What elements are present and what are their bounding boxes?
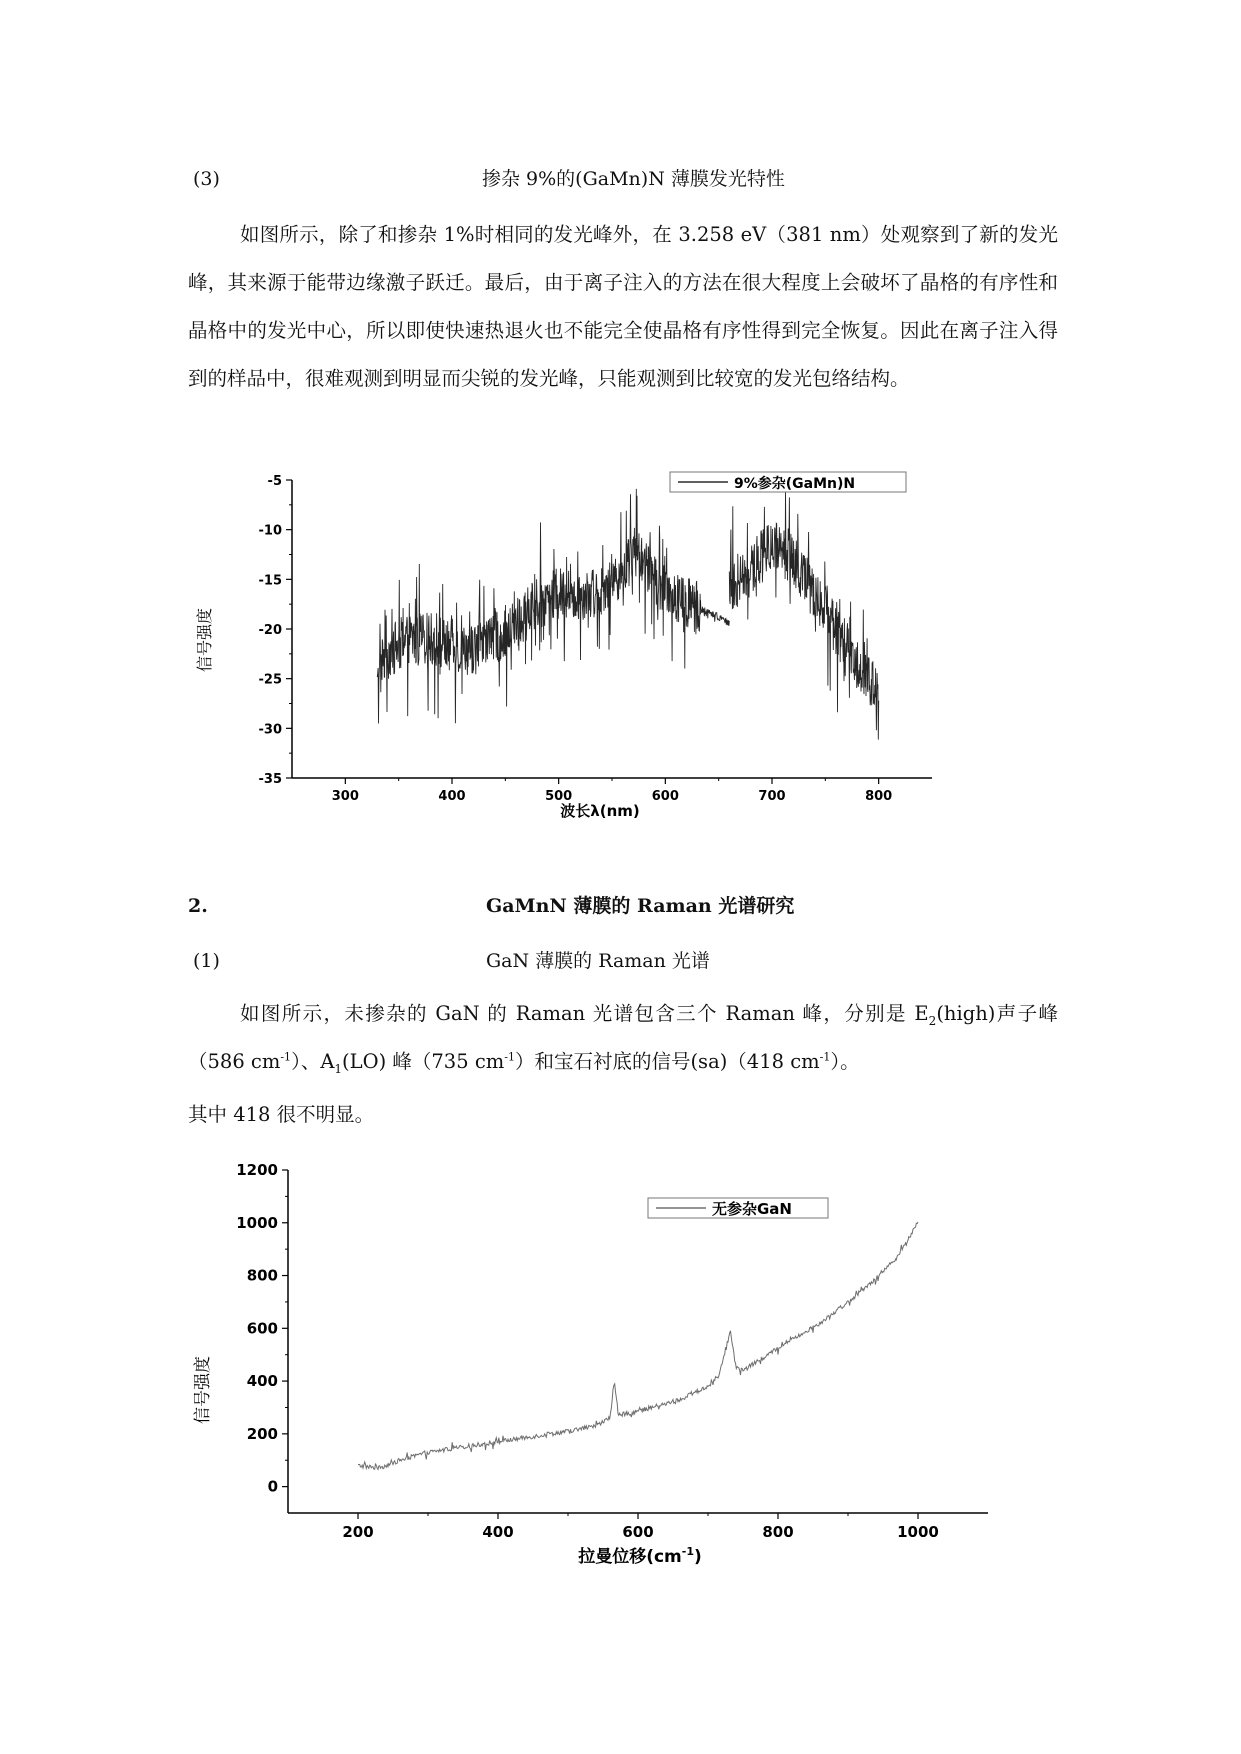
pl-spectrum-chart [180, 462, 960, 832]
x-tick-label: 1000 [897, 1523, 939, 1541]
x-tick-label: 500 [545, 789, 573, 804]
y-axis-label: 信号强度 [193, 1356, 213, 1424]
legend-label: 9%参杂(GaMn)N [734, 476, 856, 492]
section-title-2: GaMnN 薄膜的 Raman 光谱研究 [486, 895, 795, 917]
section-number-2: 2. [188, 895, 208, 917]
x-tick-label: 600 [651, 789, 679, 804]
x-tick-label: 400 [482, 1523, 514, 1541]
subsection-title: GaN 薄膜的 Raman 光谱 [486, 950, 710, 972]
legend-label: 无参杂GaN [712, 1200, 792, 1218]
y-tick-label: -5 [267, 474, 282, 489]
y-tick-label: -25 [258, 672, 282, 688]
y-tick-label: 200 [246, 1424, 278, 1443]
x-axis-label: 波长λ(nm) [560, 802, 640, 820]
series-line [729, 489, 878, 739]
x-tick-label: 800 [865, 789, 893, 804]
y-tick-label: -35 [258, 772, 282, 787]
section-title: 掺杂 9%的(GaMn)N 薄膜发光特性 [482, 168, 785, 190]
series-line [701, 600, 730, 626]
y-tick-label: -20 [258, 623, 282, 638]
section-number: (3) [193, 168, 220, 190]
x-tick-label: 600 [622, 1523, 654, 1541]
y-tick-label: 600 [246, 1319, 278, 1338]
y-tick-label: -30 [258, 722, 282, 738]
x-tick-label: 300 [331, 789, 359, 804]
paragraph-text: 如图所示，除了和掺杂 1%时相同的发光峰外，在 3.258 eV（381 nm）处观察到了新的发光峰，其来源于能带边缘激子跃迁。最后，由于离子注入的方法在很大程度上会破坏了晶格的有序性和晶格中的发光中心，所以即使快速热退火也不能完全使晶格有序性得到完全恢复。因此在离子注入得到的样品中，很难观测到明显而尖锐的发光峰，只能观测到比较宽的发光包络结构。 [188, 223, 1058, 390]
raman-paragraph [188, 990, 1058, 1086]
y-tick-label: -15 [258, 573, 282, 589]
x-tick-label: 400 [438, 789, 466, 804]
y-tick-label: 400 [246, 1372, 278, 1391]
series-line [377, 489, 700, 724]
x-axis-label: 拉曼位移$(cm^{-1})$ [578, 1545, 702, 1567]
raman-spectrum-chart [180, 1150, 1000, 1570]
raman-paragraph-text: 如图所示，未掺杂的 GaN 的 Raman 光谱包含三个 Raman 峰，分别是 $E_2(high)$声子峰（586 $cm^{-1}$）、$A_1(LO)$ 峰（735 $cm^{-1}$）和宝石衬底的信号(sa)（418 $cm^{-1}$）。 [188, 1002, 1058, 1076]
y-tick-label: 800 [246, 1266, 278, 1285]
x-tick-label: 800 [762, 1523, 794, 1541]
body-paragraph [188, 211, 1058, 403]
raman-note: 其中 418 很不明显。 [188, 1103, 375, 1126]
y-tick-label: 1000 [236, 1213, 278, 1232]
series-line [358, 1222, 918, 1469]
y-tick-label: -10 [258, 523, 282, 539]
y-tick-label: 1200 [236, 1161, 278, 1179]
subsection-number: (1) [193, 950, 220, 972]
y-tick-label: 0 [267, 1477, 278, 1496]
x-tick-label: 200 [342, 1523, 374, 1541]
y-axis-label: 信号强度 [195, 607, 214, 673]
x-tick-label: 700 [758, 789, 786, 804]
